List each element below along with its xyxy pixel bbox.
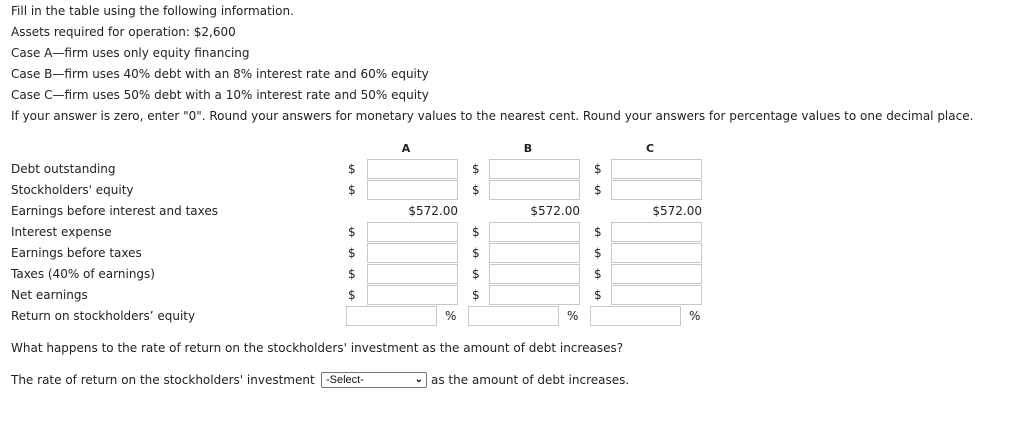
stockholders-equity-b-input[interactable] — [489, 180, 580, 200]
debt-outstanding-b-input[interactable] — [489, 159, 580, 179]
dollar-sign: $ — [348, 246, 356, 260]
interest-expense-b-input[interactable] — [489, 222, 580, 242]
dollar-sign: $ — [594, 246, 602, 260]
answer-sentence-start: The rate of return on the stockholders' investment — [11, 373, 315, 387]
net-earnings-b-input[interactable] — [489, 285, 580, 305]
earnings-before-taxes-a-input[interactable] — [367, 243, 458, 263]
debt-effect-select[interactable] — [321, 372, 427, 388]
instruction-line: Fill in the table using the following information. — [11, 4, 294, 18]
column-header-a: A — [401, 142, 411, 155]
debt-outstanding-a-input[interactable] — [367, 159, 458, 179]
assets-required-text: Assets required for operation: $2,600 — [11, 25, 236, 39]
taxes-a-input[interactable] — [367, 264, 458, 284]
dollar-sign: $ — [348, 288, 356, 302]
ebit-b-value: $572.00 — [530, 204, 580, 218]
dollar-sign: $ — [594, 267, 602, 281]
interest-expense-a-input[interactable] — [367, 222, 458, 242]
dollar-sign: $ — [472, 267, 480, 281]
taxes-b-input[interactable] — [489, 264, 580, 284]
case-b-text: Case B—firm uses 40% debt with an 8% interest rate and 60% equity — [11, 67, 429, 81]
row-label-net-earnings: Net earnings — [11, 288, 88, 302]
percent-sign: % — [689, 309, 701, 323]
row-label-earnings-before-taxes: Earnings before taxes — [11, 246, 142, 260]
dollar-sign: $ — [594, 162, 602, 176]
row-label-stockholders-equity: Stockholders' equity — [11, 183, 134, 197]
chevron-down-icon: ⌄ — [414, 374, 423, 385]
earnings-before-taxes-b-input[interactable] — [489, 243, 580, 263]
percent-sign: % — [567, 309, 579, 323]
dollar-sign: $ — [594, 225, 602, 239]
stockholders-equity-c-input[interactable] — [611, 180, 702, 200]
row-label-ebit: Earnings before interest and taxes — [11, 204, 218, 218]
row-label-return-on-equity: Return on stockholders’ equity — [11, 309, 196, 323]
return-on-equity-b-input[interactable] — [468, 306, 559, 326]
dollar-sign: $ — [472, 162, 480, 176]
dollar-sign: $ — [472, 183, 480, 197]
return-on-equity-c-input[interactable] — [590, 306, 681, 326]
dollar-sign: $ — [594, 183, 602, 197]
select-value: -Select- — [326, 374, 364, 386]
dollar-sign: $ — [472, 246, 480, 260]
row-label-interest-expense: Interest expense — [11, 225, 112, 239]
ebit-a-value: $572.00 — [408, 204, 458, 218]
question-prompt: What happens to the rate of return on the stockholders' investment as the amount of debt increases? — [11, 341, 624, 355]
debt-outstanding-c-input[interactable] — [611, 159, 702, 179]
row-label-taxes: Taxes (40% of earnings) — [11, 267, 155, 281]
dollar-sign: $ — [472, 225, 480, 239]
row-label-debt-outstanding: Debt outstanding — [11, 162, 116, 176]
column-header-c: C — [645, 142, 655, 155]
rounding-instructions: If your answer is zero, enter "0". Round your answers for monetary values to the nearest cent. Round your answers for percentage values to one decimal place. — [11, 109, 974, 123]
dollar-sign: $ — [348, 183, 356, 197]
return-on-equity-a-input[interactable] — [346, 306, 437, 326]
dollar-sign: $ — [348, 267, 356, 281]
percent-sign: % — [445, 309, 457, 323]
net-earnings-c-input[interactable] — [611, 285, 702, 305]
dollar-sign: $ — [348, 225, 356, 239]
stockholders-equity-a-input[interactable] — [367, 180, 458, 200]
interest-expense-c-input[interactable] — [611, 222, 702, 242]
case-a-text: Case A—firm uses only equity financing — [11, 46, 250, 60]
earnings-before-taxes-c-input[interactable] — [611, 243, 702, 263]
dollar-sign: $ — [348, 162, 356, 176]
ebit-c-value: $572.00 — [652, 204, 702, 218]
taxes-c-input[interactable] — [611, 264, 702, 284]
net-earnings-a-input[interactable] — [367, 285, 458, 305]
column-header-b: B — [523, 142, 533, 155]
answer-sentence-end: as the amount of debt increases. — [431, 373, 630, 387]
dollar-sign: $ — [594, 288, 602, 302]
dollar-sign: $ — [472, 288, 480, 302]
case-c-text: Case C—firm uses 50% debt with a 10% interest rate and 50% equity — [11, 88, 429, 102]
